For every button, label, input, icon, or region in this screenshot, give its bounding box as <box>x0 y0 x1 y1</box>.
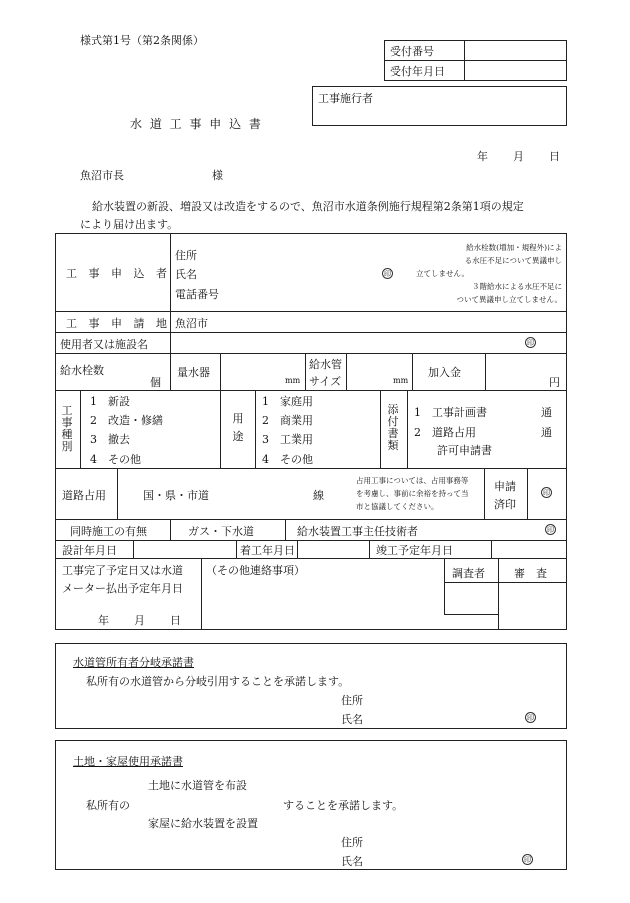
applicant-address-label: 住所 <box>175 249 197 262</box>
pipe-unit: mm <box>393 376 409 385</box>
fee-label: 加入金 <box>428 366 461 379</box>
investigator-label: 調査者 <box>452 567 485 580</box>
site-label: 工 事 申 請 地 <box>66 317 171 330</box>
start-date-label: 着工年月日 <box>240 544 295 557</box>
attached-1[interactable]: 1 工事計画書 <box>414 406 487 419</box>
branch-address-label: 住所 <box>341 694 363 707</box>
completion-year: 年 <box>98 614 109 627</box>
use-2[interactable]: 2 商業用 <box>262 414 313 427</box>
addressee-mayor: 魚沼市長 <box>80 169 124 182</box>
applicant-notes: 給水栓数(増加・規程外)によ る水圧不足について異議申し 立てしません。 ３階給水による水圧不足に ついて異議申し立てしません。 <box>416 243 562 304</box>
faucets-label: 給水栓数 <box>60 364 104 377</box>
date-month: 月 <box>513 150 524 163</box>
use-1[interactable]: 1 家庭用 <box>262 395 313 408</box>
pipe-label-2: サイズ <box>309 375 342 388</box>
road-seal-label-1: 申請 <box>494 480 516 493</box>
fee-unit: 円 <box>549 376 560 389</box>
chief-engineer-label: 給水装置工事主任技術者 <box>297 525 418 538</box>
branch-name-label: 氏名 <box>341 713 363 726</box>
land-consent-text: することを承諾します。 <box>283 799 404 812</box>
applicant-seal-icon: 印 <box>384 270 391 278</box>
road-seal-label-2: 済印 <box>494 498 516 511</box>
faucets-unit: 個 <box>150 376 161 389</box>
road-note: 占用工事については、占用事務等 を考慮し、事前に余裕を持って当 市と協議してください。 <box>356 476 469 511</box>
land-name-label: 氏名 <box>341 855 363 868</box>
receipt-date-label: 受付年月日 <box>390 65 445 78</box>
use-label: 用途 <box>232 412 244 443</box>
facility-seal-icon: 印 <box>527 339 534 347</box>
land-seal-icon: 印 <box>524 856 531 864</box>
page-title: 水 道 工 事 申 込 書 <box>130 117 263 131</box>
date-day: 日 <box>549 150 560 163</box>
land-address-label: 住所 <box>341 836 363 849</box>
completion-line2: メーター払出予定年月日 <box>62 582 183 595</box>
road-seal-icon: 印 <box>543 489 550 497</box>
chief-seal-icon: 印 <box>547 526 554 534</box>
site-value[interactable]: 魚沼市 <box>175 317 208 330</box>
applicant-label: 工 事 申 込 者 <box>66 267 171 280</box>
meter-unit: mm <box>285 376 301 385</box>
attached-2[interactable]: 2 道路占用 <box>414 426 476 439</box>
road-label: 道路占用 <box>62 489 106 502</box>
applicant-name-label: 氏名 <box>175 268 197 281</box>
intro-line1: 給水装置の新設、増設又は改造をするので、魚沼市水道条例施行規程第2条第1項の規定 <box>92 200 524 213</box>
intro-line2: により届け出ます。 <box>80 218 179 231</box>
use-3[interactable]: 3 工業用 <box>262 433 313 446</box>
simul-label: 同時施工の有無 <box>70 525 147 538</box>
land-title: 土地・家屋使用承諾書 <box>73 755 183 768</box>
completion-day: 日 <box>170 614 181 627</box>
attached-count-1: 通 <box>541 406 552 419</box>
pipe-label-1: 給水管 <box>309 358 342 371</box>
work-type-2[interactable]: 2 改造・修繕 <box>90 414 163 427</box>
attached-count-2: 通 <box>541 426 552 439</box>
work-type-3[interactable]: 3 撤去 <box>90 433 130 446</box>
work-type-label: 工事種別 <box>61 404 73 453</box>
completion-line1: 工事完了予定日又は水道 <box>62 564 183 577</box>
contractor-label: 工事施行者 <box>318 92 373 105</box>
attached-2-cont: 許可申請書 <box>437 444 492 457</box>
meter-label: 量水器 <box>177 366 210 379</box>
other-contact-label: （その他連絡事項） <box>206 564 305 577</box>
applicant-phone-label: 電話番号 <box>175 288 219 301</box>
addressee-sama: 様 <box>212 169 223 182</box>
date-year: 年 <box>477 150 488 163</box>
receipt-number-label: 受付番号 <box>390 45 434 58</box>
road-line-word: 線 <box>313 489 324 502</box>
use-4[interactable]: 4 その他 <box>262 453 313 466</box>
branch-text: 私所有の水道管から分岐引用することを承諾します。 <box>86 675 350 688</box>
attached-label: 添付書類 <box>387 403 399 452</box>
branch-title: 水道管所有者分岐承諾書 <box>73 656 194 669</box>
facility-label: 使用者又は施設名 <box>60 338 148 351</box>
work-type-1[interactable]: 1 新設 <box>90 395 130 408</box>
land-owner: 私所有の <box>86 799 130 812</box>
completion-month: 月 <box>134 614 145 627</box>
finish-date-label: 竣工予定年月日 <box>376 544 453 557</box>
work-type-4[interactable]: 4 その他 <box>90 453 141 466</box>
form-number: 様式第1号（第2条関係） <box>80 34 204 47</box>
design-date-label: 設計年月日 <box>62 544 117 557</box>
gas-label: ガス・下水道 <box>188 525 254 538</box>
branch-seal-icon: 印 <box>527 714 534 722</box>
road-kinds[interactable]: 国・県・市道 <box>143 489 209 502</box>
land-line-a: 土地に水道管を布設 <box>148 779 247 792</box>
land-line-b: 家屋に給水装置を設置 <box>148 817 258 830</box>
inspection-label: 審 査 <box>514 567 547 580</box>
